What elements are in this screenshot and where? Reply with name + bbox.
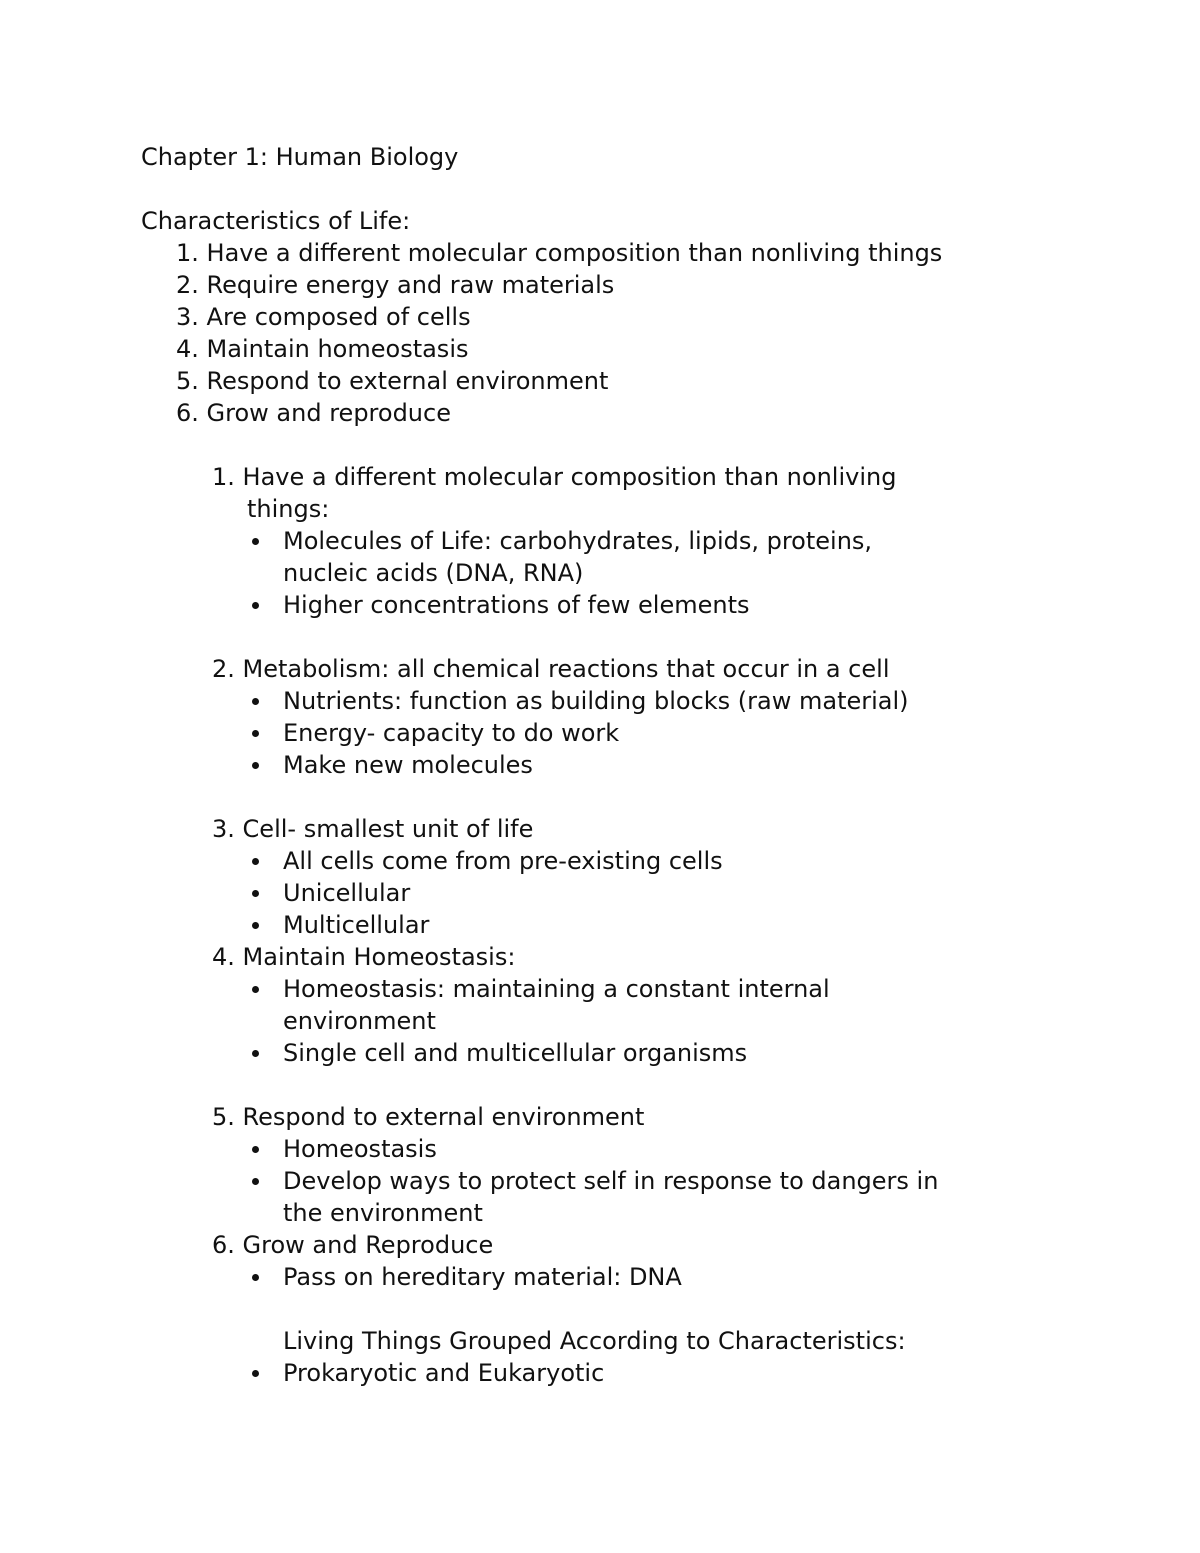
section-heading-text: Maintain Homeostasis: <box>242 943 516 971</box>
summary-item <box>176 237 942 269</box>
list-number: 4. <box>176 335 199 363</box>
bullet-icon <box>252 1146 259 1153</box>
section-heading <box>212 941 515 973</box>
bullet-item <box>283 1165 938 1197</box>
bullet-icon <box>252 730 259 737</box>
summary-item <box>176 397 451 429</box>
section-heading-text: Cell- smallest unit of life <box>242 815 534 843</box>
bullet-icon <box>252 602 259 609</box>
bullet-icon <box>252 890 259 897</box>
summary-item <box>176 365 608 397</box>
section-heading-continuation: things: <box>247 495 330 523</box>
bullet-text: Higher concentrations of few elements <box>283 591 750 619</box>
bullet-item <box>283 525 872 557</box>
list-number: 1. <box>212 463 235 491</box>
bullet-text: Develop ways to protect self in response to dangers in <box>283 1167 939 1195</box>
section-heading <box>212 1101 644 1133</box>
bullet-item <box>283 685 909 717</box>
bullet-item <box>283 1037 747 1069</box>
bullet-icon <box>252 1370 259 1377</box>
list-number: 2. <box>176 271 199 299</box>
summary-item <box>176 269 614 301</box>
intro-heading: Characteristics of Life: <box>141 207 411 235</box>
bullet-text: Unicellular <box>283 879 411 907</box>
summary-item-text: Have a different molecular composition than nonliving things <box>206 239 943 267</box>
bullet-text: Homeostasis: maintaining a constant internal <box>283 975 830 1003</box>
bullet-text: Single cell and multicellular organisms <box>283 1039 748 1067</box>
section-heading <box>212 1229 493 1261</box>
bullet-icon <box>252 698 259 705</box>
bullet-item <box>283 749 533 781</box>
bullet-text: Multicellular <box>283 911 430 939</box>
list-number: 4. <box>212 943 235 971</box>
bullet-icon <box>252 1050 259 1057</box>
bullet-icon <box>252 986 259 993</box>
list-number: 3. <box>176 303 199 331</box>
summary-item <box>176 301 471 333</box>
section-heading <box>212 461 896 493</box>
bullet-text: Nutrients: function as building blocks (raw material) <box>283 687 909 715</box>
bullet-item <box>283 1357 604 1389</box>
bullet-icon <box>252 1178 259 1185</box>
bullet-icon <box>252 1274 259 1281</box>
summary-item-text: Are composed of cells <box>206 303 471 331</box>
bullet-item <box>283 877 410 909</box>
bullet-icon <box>252 922 259 929</box>
bullet-item <box>283 717 619 749</box>
bullet-text: Homeostasis <box>283 1135 437 1163</box>
bullet-item <box>283 589 749 621</box>
summary-item <box>176 333 468 365</box>
list-number: 1. <box>176 239 199 267</box>
section-heading <box>212 813 533 845</box>
bullet-text: Molecules of Life: carbohydrates, lipids, proteins, <box>283 527 873 555</box>
bullet-text: All cells come from pre-existing cells <box>283 847 723 875</box>
section-heading <box>212 653 889 685</box>
bullet-text: Make new molecules <box>283 751 533 779</box>
bullet-item <box>283 973 830 1005</box>
bullet-text: Pass on hereditary material: DNA <box>283 1263 682 1291</box>
list-number: 5. <box>212 1103 235 1131</box>
summary-item-text: Respond to external environment <box>206 367 609 395</box>
bullet-icon <box>252 858 259 865</box>
bullet-text: Prokaryotic and Eukaryotic <box>283 1359 605 1387</box>
bullet-text: Energy- capacity to do work <box>283 719 620 747</box>
summary-item-text: Maintain homeostasis <box>206 335 469 363</box>
bullet-item <box>283 1133 437 1165</box>
bullet-continuation: nucleic acids (DNA, RNA) <box>283 559 584 587</box>
summary-item-text: Grow and reproduce <box>206 399 451 427</box>
section-heading-text: Metabolism: all chemical reactions that occur in a cell <box>242 655 890 683</box>
list-number: 3. <box>212 815 235 843</box>
list-number: 5. <box>176 367 199 395</box>
section-heading-text: Respond to external environment <box>242 1103 645 1131</box>
list-number: 2. <box>212 655 235 683</box>
section-heading-text: Have a different molecular composition than nonliving <box>242 463 897 491</box>
grouping-heading: Living Things Grouped According to Characteristics: <box>283 1327 906 1355</box>
bullet-icon <box>252 762 259 769</box>
bullet-continuation: environment <box>283 1007 436 1035</box>
summary-item-text: Require energy and raw materials <box>206 271 615 299</box>
bullet-continuation: the environment <box>283 1199 483 1227</box>
section-heading-text: Grow and Reproduce <box>242 1231 494 1259</box>
page-title: Chapter 1: Human Biology <box>141 143 459 171</box>
bullet-item <box>283 1261 682 1293</box>
bullet-item <box>283 845 723 877</box>
list-number: 6. <box>176 399 199 427</box>
bullet-icon <box>252 538 259 545</box>
list-number: 6. <box>212 1231 235 1259</box>
bullet-item <box>283 909 429 941</box>
